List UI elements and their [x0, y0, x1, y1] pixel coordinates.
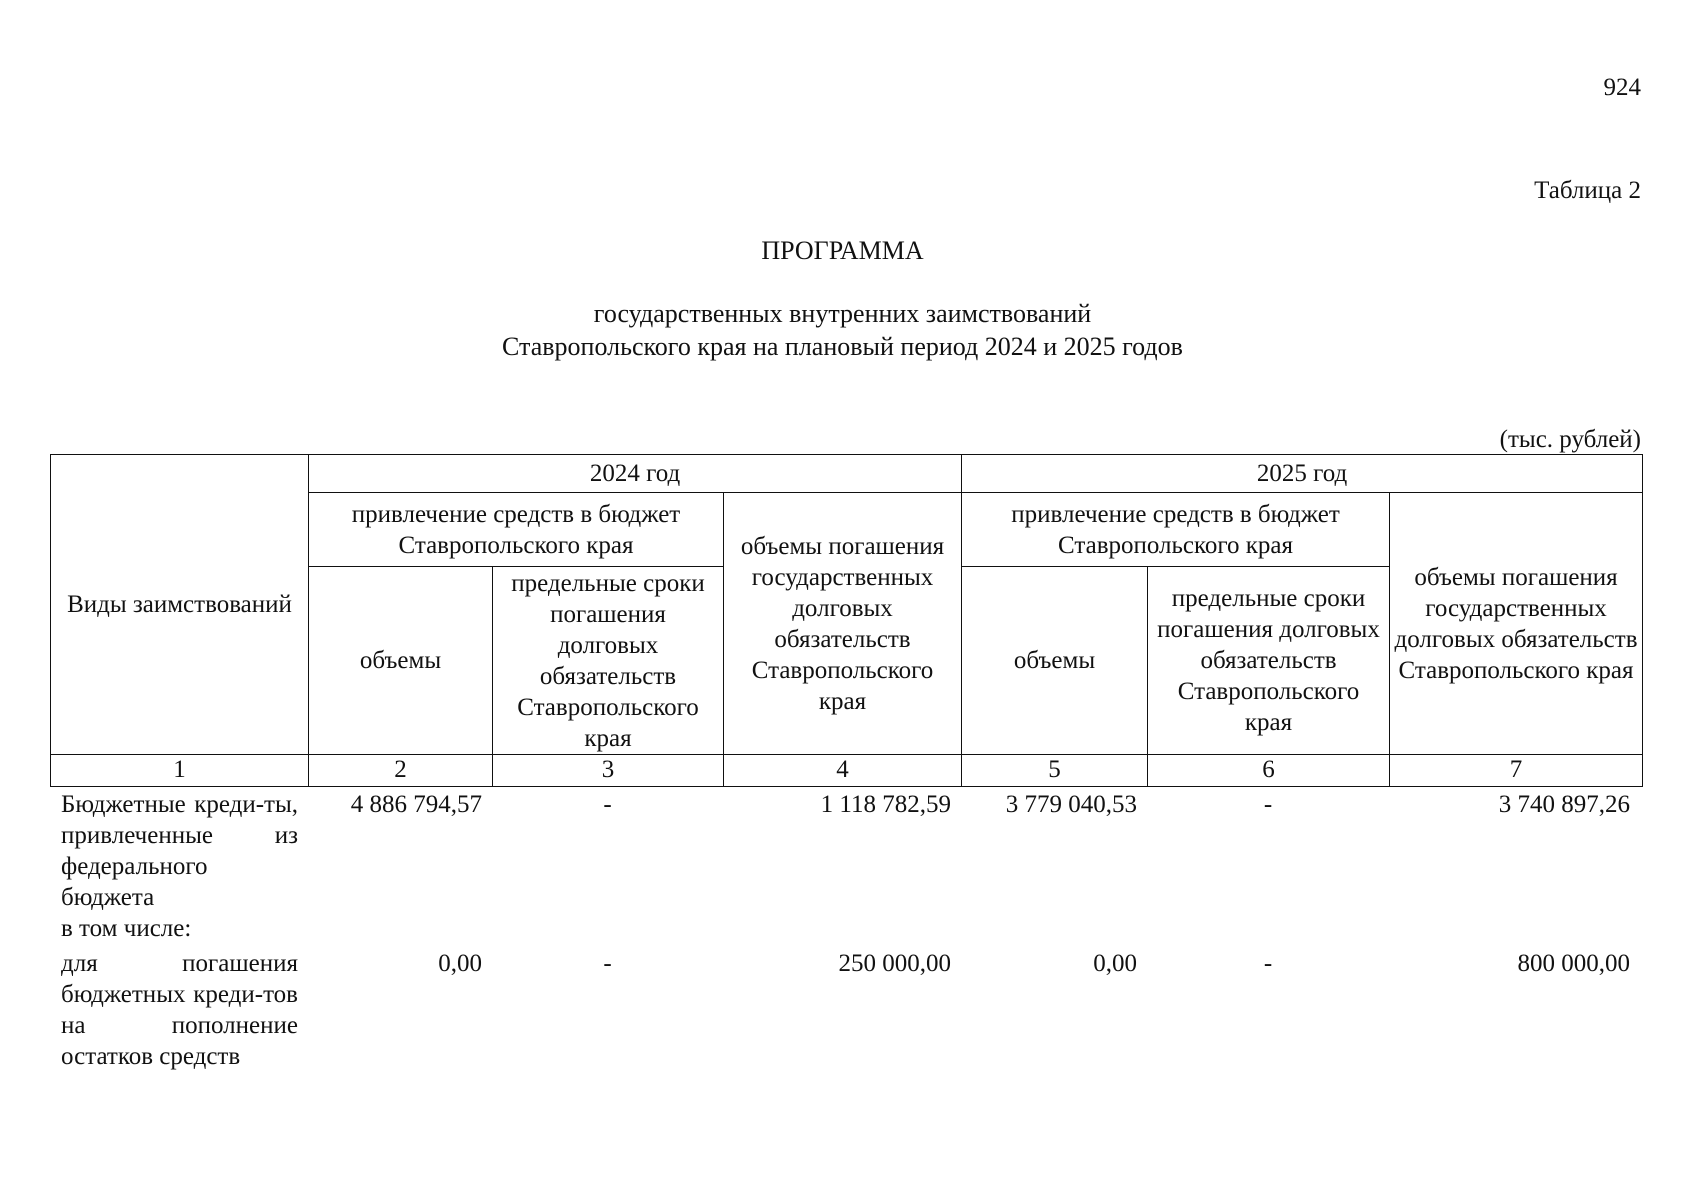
cell-volume-2025: 3 779 040,53: [1005, 791, 1137, 818]
column-number: 6: [1148, 755, 1390, 787]
column-number: 4: [724, 755, 962, 787]
cell-repayment-2024: 250 000,00: [838, 950, 951, 977]
cell-volume-2025: 0,00: [1093, 950, 1137, 977]
cell-repayment-2024: 1 118 782,59: [820, 791, 951, 818]
cell-deadline-2024: -: [603, 950, 612, 977]
header-attraction-2024: привлечение средств в бюджет Ставропольского края: [309, 493, 724, 567]
column-number: 1: [51, 755, 309, 787]
cell-repayment-2025: 800 000,00: [1517, 950, 1630, 977]
row-label-text: Бюджетные креди-ты, привлеченные из федерального бюджета: [61, 791, 298, 911]
table-row: [50, 944, 1642, 1072]
header-volumes-2025: объемы: [962, 567, 1148, 755]
cell-repayment-2025: 3 740 897,26: [1498, 791, 1630, 818]
subtitle-line-1: государственных внутренних заимствований: [593, 299, 1092, 328]
cell-volume-2024: 4 886 794,57: [350, 791, 482, 818]
header-deadlines-2024: предельные сроки погашения долговых обязательств Ставропольского края: [493, 567, 724, 755]
cell-deadline-2025: -: [1263, 791, 1273, 818]
header-year-2025: 2025 год: [962, 455, 1643, 493]
header-attraction-2025: привлечение средств в бюджет Ставропольского края: [962, 493, 1390, 567]
header-volumes-2024: объемы: [309, 567, 493, 755]
borrowing-table-header: [50, 454, 1643, 787]
table-label: Таблица 2: [1534, 177, 1641, 204]
row-label-text: для погашения бюджетных креди-тов на пополнение остатков средств: [61, 950, 298, 1070]
table-row: [50, 787, 1642, 944]
header-borrowing-kinds: Виды заимствований: [51, 455, 309, 755]
document-subtitle: [0, 297, 1685, 363]
subtitle-line-2: Ставропольского края на плановый период 2024 и 2025 годов: [502, 332, 1183, 361]
page-number: 924: [1603, 74, 1641, 101]
header-repayment-2024: объемы погашения государственных долговых обязательств Ставропольского края: [724, 493, 962, 755]
units-note: (тыс. рублей): [1499, 426, 1641, 453]
row-label: [50, 787, 308, 944]
header-year-2024: 2024 год: [309, 455, 962, 493]
cell-deadline-2025: -: [1263, 950, 1273, 977]
column-number: 7: [1390, 755, 1643, 787]
borrowing-table-body: [50, 787, 1642, 1072]
cell-deadline-2024: -: [603, 791, 612, 818]
row-label-extra: в том числе:: [61, 915, 192, 942]
column-number: 2: [309, 755, 493, 787]
header-deadlines-2025: предельные сроки погашения долговых обязательств Ставропольского края: [1148, 567, 1390, 755]
document-title: ПРОГРАММА: [761, 236, 924, 265]
row-label: [50, 944, 308, 1072]
column-number: 3: [493, 755, 724, 787]
column-number: 5: [962, 755, 1148, 787]
cell-volume-2024: 0,00: [438, 950, 482, 977]
header-repayment-2025: объемы погашения государственных долговых обязательств Ставропольского края: [1390, 493, 1643, 755]
